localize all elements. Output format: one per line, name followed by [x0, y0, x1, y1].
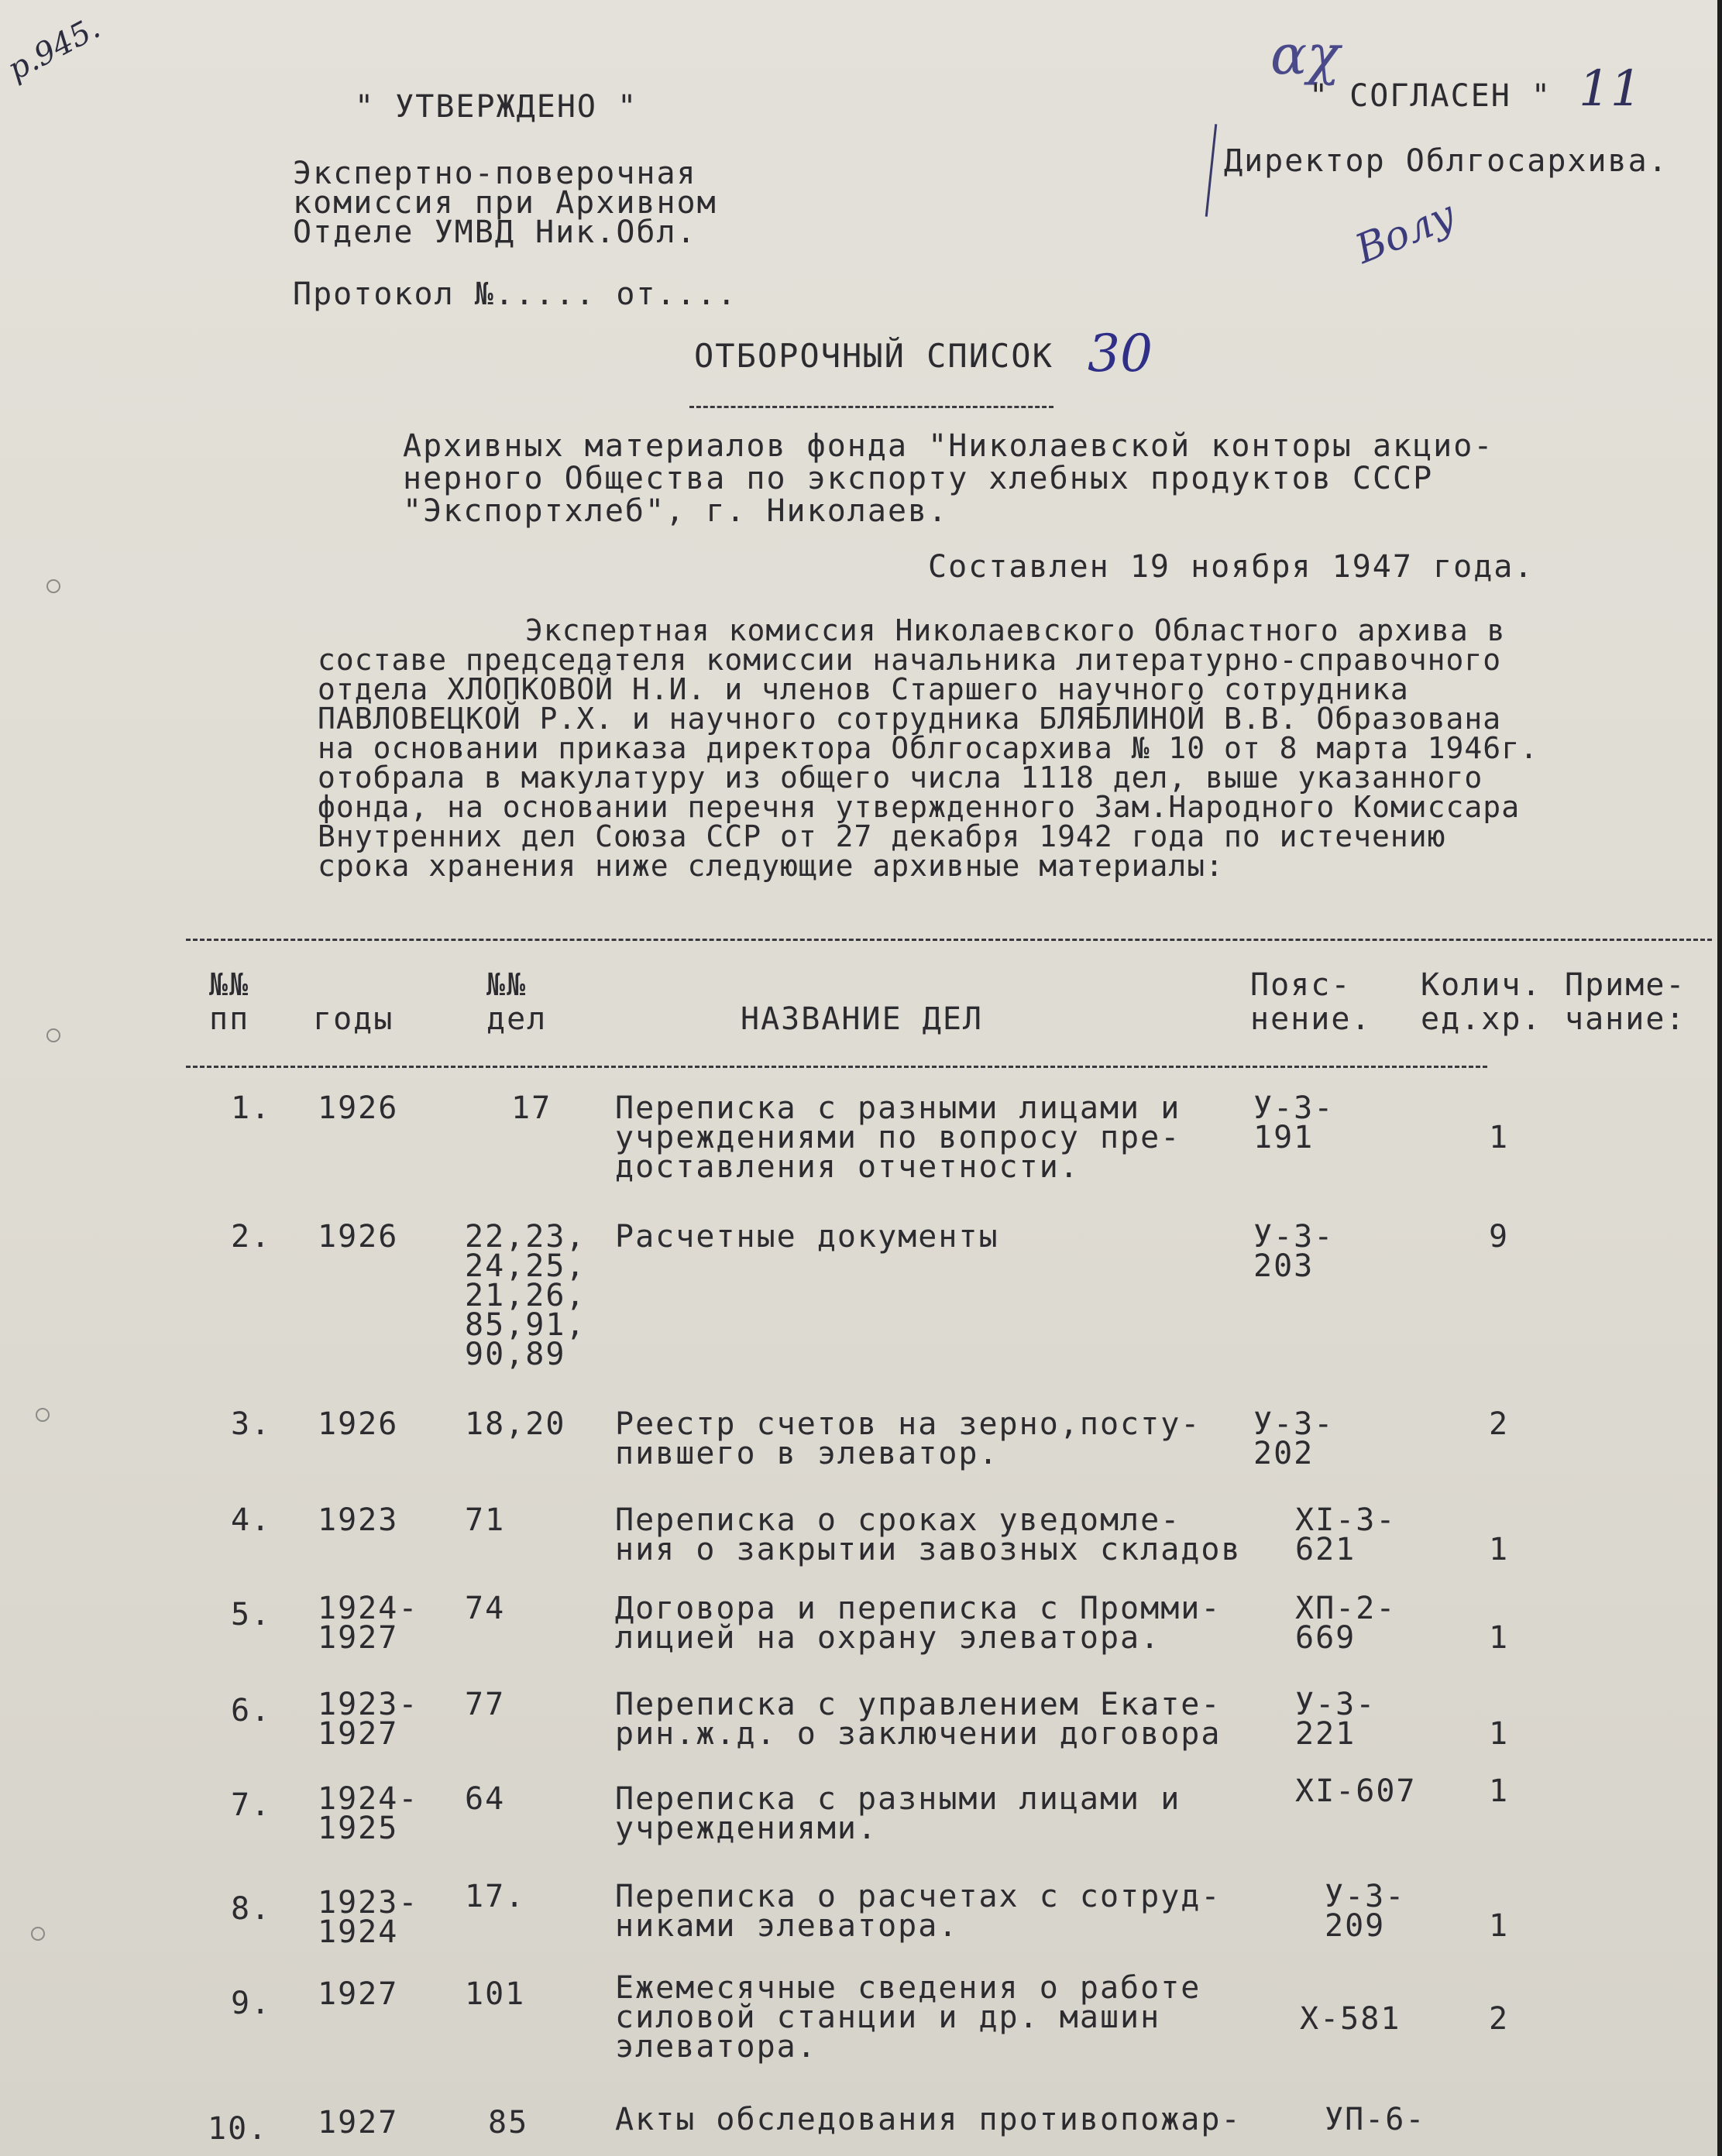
- row-cases: 90,89: [465, 1337, 566, 1372]
- row-note: У-3-: [1253, 1219, 1335, 1255]
- row-note: УП-6-: [1325, 2102, 1426, 2137]
- row-qty: 2: [1489, 2001, 1510, 2037]
- row-title: элеватора.: [615, 2029, 817, 2065]
- punch-hole-mark: [31, 1927, 45, 1941]
- row-title: рин.ж.д. о заключении договора: [615, 1716, 1222, 1752]
- row-years: 1923: [318, 1502, 399, 1538]
- row-title: учреждениями.: [615, 1811, 878, 1846]
- row-cases: 85: [488, 2105, 529, 2141]
- row-note: 191: [1253, 1120, 1315, 1155]
- header-cases: дел: [486, 1001, 548, 1037]
- row-note: У-3-: [1253, 1406, 1335, 1442]
- intro-line: Экспертная комиссия Николаевского Областного архива в: [525, 613, 1506, 647]
- punch-hole-mark: [36, 1408, 50, 1422]
- row-num: 9.: [231, 1986, 272, 2021]
- intro-line: составе председателя комиссии начальника литературно-справочного: [318, 643, 1502, 677]
- row-cases: 64: [465, 1781, 506, 1817]
- row-title: никами элеватора.: [615, 1908, 959, 1944]
- row-title: Договора и переписка с Промми-: [615, 1591, 1222, 1626]
- intro-line: фонда, на основании перечня утвержденного Зам.Народного Комиссара: [318, 790, 1521, 824]
- intro-line: Внутренних дел Союза ССР от 27 декабря 1942 года по истечению: [318, 819, 1446, 853]
- row-num: 1.: [231, 1090, 272, 1126]
- row-qty: 1: [1489, 1120, 1510, 1155]
- header-remark: чание:: [1565, 1001, 1686, 1037]
- row-title: доставления отчетности.: [615, 1149, 1080, 1185]
- row-note: 202: [1253, 1436, 1315, 1471]
- agreed-title: " СОГЛАСЕН ": [1309, 78, 1552, 114]
- row-qty: 1: [1489, 1532, 1510, 1567]
- director-line: Директор Облгосархива.: [1224, 143, 1669, 179]
- row-note: ХП-2-: [1295, 1591, 1397, 1626]
- handwritten-number-mark: 11: [1579, 60, 1642, 118]
- row-title: Расчетные документы: [615, 1219, 999, 1255]
- row-title: Переписка о сроках уведомле-: [615, 1502, 1181, 1538]
- row-qty: 1: [1489, 1773, 1510, 1809]
- row-num: 6.: [231, 1693, 272, 1729]
- header-cases: №№: [486, 967, 528, 1003]
- header-note: Пояс-: [1250, 967, 1352, 1003]
- intro-line: ПАВЛОВЕЦКОЙ Р.Х. и научного сотрудника БЛЯБЛИНОЙ В.В. Образована: [318, 702, 1502, 736]
- row-years: 1926: [318, 1090, 399, 1126]
- intro-line: срока хранения ниже следующие архивные материалы:: [318, 849, 1225, 883]
- page-edge-shadow: [1717, 0, 1722, 2156]
- row-years: 1927: [318, 2105, 399, 2141]
- row-title: учреждениями по вопросу пре-: [615, 1120, 1181, 1155]
- heading-underline: [689, 406, 1053, 408]
- row-num: 2.: [231, 1219, 272, 1255]
- row-years: 1924-: [318, 1781, 419, 1817]
- row-years: 1923-: [318, 1885, 419, 1921]
- table-top-rule: [186, 939, 1712, 941]
- row-note: У-3-: [1295, 1687, 1377, 1722]
- row-cases: 74: [465, 1591, 506, 1626]
- row-note: 209: [1325, 1908, 1386, 1944]
- subtitle-line: нерного Общества по экспорту хлебных продуктов СССР: [403, 461, 1434, 496]
- intro-line: отдела ХЛОПКОВОЙ Н.И. и членов Старшего научного сотрудника: [318, 672, 1409, 706]
- row-years: 1926: [318, 1219, 399, 1255]
- row-num: 8.: [231, 1891, 272, 1927]
- header-qty: Колич.: [1421, 967, 1542, 1003]
- row-years: 1927: [318, 1976, 399, 2012]
- row-note: ХI-3-: [1295, 1502, 1397, 1538]
- row-cases: 77: [465, 1687, 506, 1722]
- header-title: НАЗВАНИЕ ДЕЛ: [741, 1001, 983, 1037]
- row-num: 3.: [231, 1406, 272, 1442]
- row-qty: 2: [1489, 1406, 1510, 1442]
- row-note: 621: [1295, 1532, 1356, 1567]
- row-note: Х-581: [1300, 2001, 1401, 2037]
- row-note: У-3-: [1325, 1879, 1406, 1914]
- composed-date: Составлен 19 ноября 1947 года.: [928, 549, 1535, 585]
- row-note: ХI-607: [1295, 1773, 1417, 1809]
- row-years: 1924-: [318, 1591, 419, 1626]
- row-title: силовой станции и др. машин: [615, 2000, 1161, 2035]
- row-cases: 21,26,: [465, 1278, 586, 1313]
- row-title: Ежемесячные сведения о работе: [615, 1970, 1201, 2006]
- row-num: 10.: [208, 2111, 269, 2147]
- row-title: Реестр счетов на зерно,посту-: [615, 1406, 1201, 1442]
- director-signature: Волу: [1349, 191, 1462, 273]
- row-note: 203: [1253, 1248, 1315, 1284]
- row-years: 1927: [318, 1716, 399, 1752]
- list-number-handwritten: 30: [1088, 324, 1153, 383]
- row-qty: 9: [1489, 1219, 1510, 1255]
- row-note: У-3-: [1253, 1090, 1335, 1126]
- subtitle-line: "Экспортхлеб", г. Николаев.: [403, 493, 949, 529]
- row-years: 1923-: [318, 1687, 419, 1722]
- row-cases: 101: [465, 1976, 526, 2012]
- approved-line: комиссия при Архивном: [293, 185, 717, 221]
- row-cases: 85,91,: [465, 1307, 586, 1343]
- row-qty: 1: [1489, 1620, 1510, 1656]
- intro-line: на основании приказа директора Облгосархива № 10 от 8 марта 1946г.: [318, 731, 1538, 765]
- row-title: Переписка с разными лицами и: [615, 1090, 1181, 1126]
- intro-line: отобрала в макулатуру из общего числа 1118 дел, выше указанного: [318, 760, 1483, 795]
- header-qty: ед.хр.: [1421, 1001, 1542, 1037]
- approved-title: " УТВЕРЖДЕНО ": [355, 89, 638, 125]
- row-cases: 22,23,: [465, 1219, 586, 1255]
- row-qty: 1: [1489, 1908, 1510, 1944]
- row-cases: 17: [511, 1090, 552, 1126]
- header-note: нение.: [1250, 1001, 1372, 1037]
- header-num: пп: [209, 1001, 250, 1037]
- list-heading: ОТБОРОЧНЫЙ СПИСОК: [694, 337, 1053, 375]
- table-header-rule: [186, 1066, 1487, 1068]
- row-years: 1926: [318, 1406, 399, 1442]
- punch-hole-mark: [46, 579, 60, 593]
- row-title: ния о закрытии завозных складов: [615, 1532, 1242, 1567]
- row-qty: 1: [1489, 1716, 1510, 1752]
- row-title: лицией на охрану элеватора.: [615, 1620, 1161, 1656]
- row-years: 1924: [318, 1914, 399, 1950]
- subtitle-line: Архивных материалов фонда "Николаевской конторы акцио-: [403, 428, 1494, 464]
- row-title: Переписка о расчетах с сотруд-: [615, 1879, 1222, 1914]
- row-cases: 71: [465, 1502, 506, 1538]
- row-note: 221: [1295, 1716, 1356, 1752]
- row-note: 669: [1295, 1620, 1356, 1656]
- margin-fond-note: р.945.: [2, 9, 106, 88]
- header-num: №№: [209, 967, 250, 1003]
- row-cases: 18,20: [465, 1406, 566, 1442]
- row-num: 5.: [231, 1597, 272, 1632]
- row-cases: 24,25,: [465, 1248, 586, 1284]
- protocol-line: Протокол №..... от....: [293, 276, 737, 312]
- row-years: 1927: [318, 1620, 399, 1656]
- handwritten-initials-mark: αχ: [1270, 23, 1340, 87]
- row-years: 1925: [318, 1811, 399, 1846]
- row-title: Переписка с разными лицами и: [615, 1781, 1181, 1817]
- row-cases: 17.: [465, 1879, 526, 1914]
- row-num: 7.: [231, 1787, 272, 1823]
- header-years: годы: [313, 1001, 394, 1037]
- row-title: Переписка с управлением Екате-: [615, 1687, 1222, 1722]
- approved-line: Экспертно-поверочная: [293, 156, 697, 191]
- row-title: пившего в элеватор.: [615, 1436, 999, 1471]
- row-title: Акты обследования противопожар-: [615, 2102, 1242, 2137]
- approved-line: Отделе УМВД Ник.Обл.: [293, 215, 697, 250]
- punch-hole-mark: [46, 1028, 60, 1042]
- header-remark: Приме-: [1565, 967, 1686, 1003]
- margin-stroke: [1205, 124, 1218, 217]
- row-num: 4.: [231, 1502, 272, 1538]
